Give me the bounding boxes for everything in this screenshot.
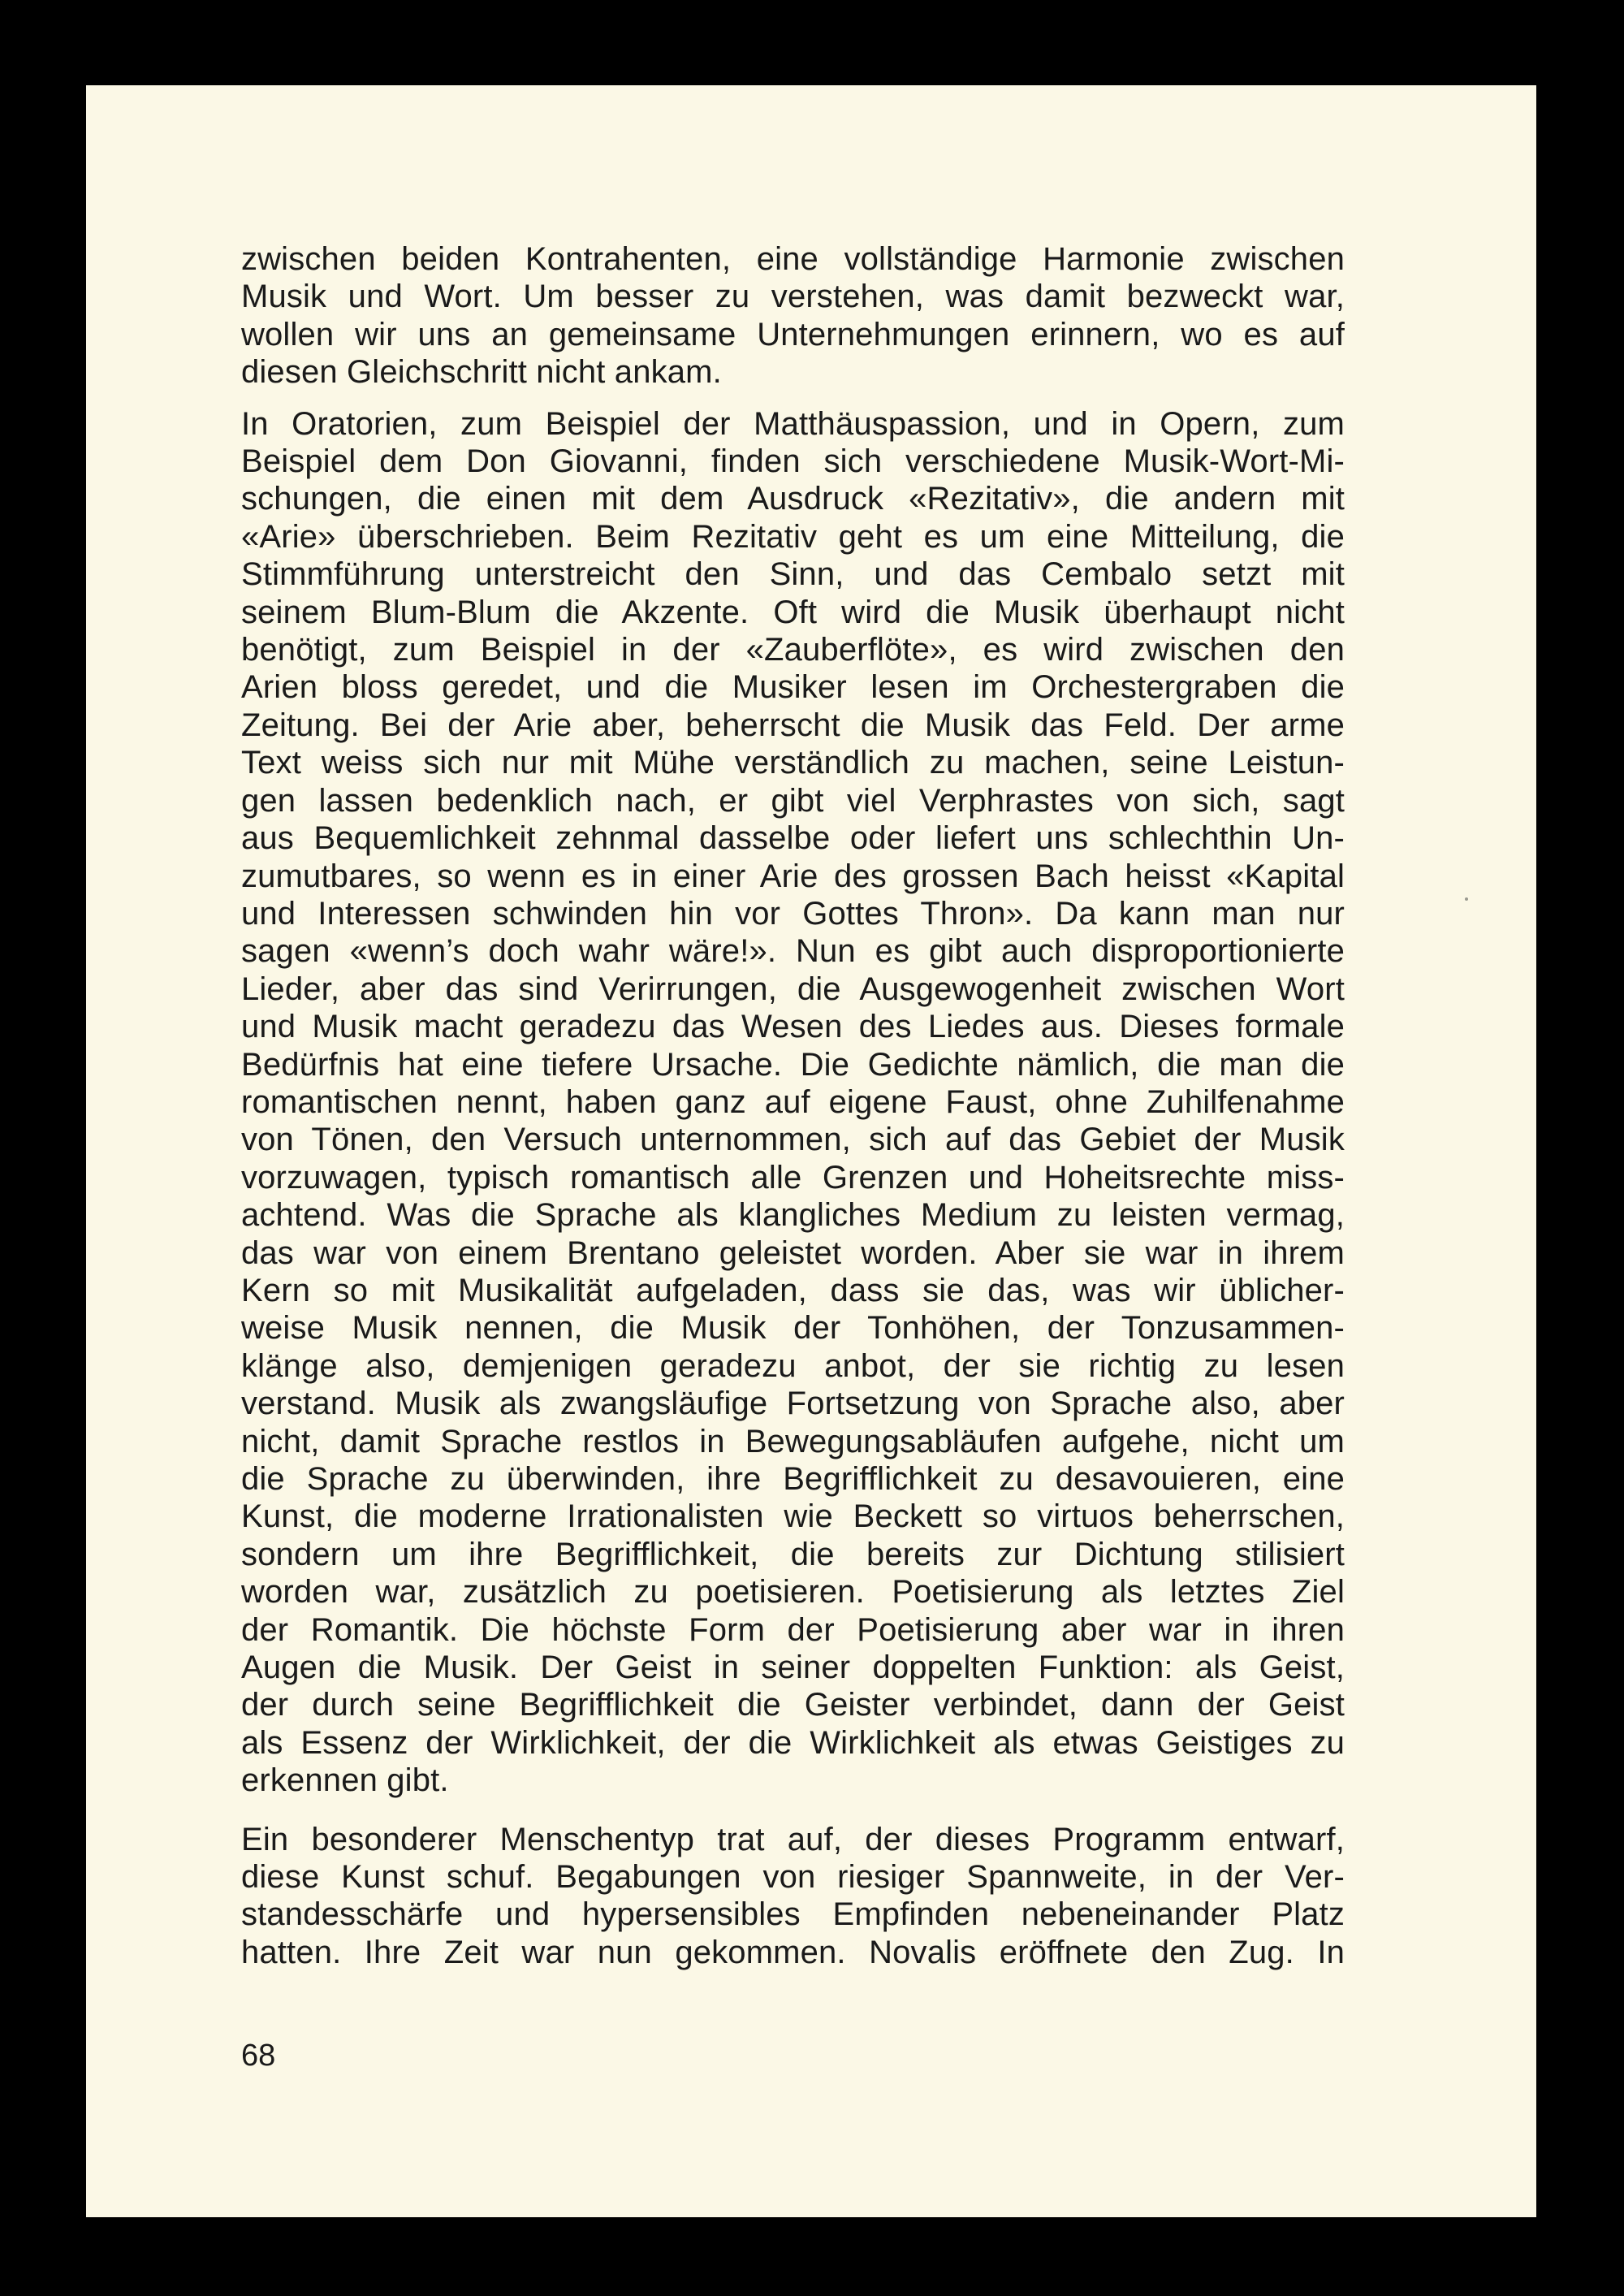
text-line: diese Kunst schuf. Begabungen von riesiger Spannweite, in der Ver-: [241, 1859, 1345, 1896]
text-line: Zeitung. Bei der Arie aber, beherrscht die Musik das Feld. Der arme: [241, 707, 1345, 743]
text-line: schungen, die einen mit dem Ausdruck «Rezitativ», die andern mit: [241, 481, 1345, 517]
paragraph-2: [241, 405, 1345, 1800]
text-line: zumutbares, so wenn es in einer Arie des grossen Bach heisst «Kapital: [241, 858, 1345, 894]
text-line: seinem Blum-Blum die Akzente. Oft wird die Musik überhaupt nicht: [241, 594, 1345, 630]
text-line: aus Bequemlichkeit zehnmal dasselbe oder liefert uns schlechthin Un-: [241, 820, 1345, 857]
paragraph-spacer: [241, 1800, 1345, 1821]
text-line: Augen die Musik. Der Geist in seiner doppelten Funktion: als Geist,: [241, 1650, 1345, 1686]
paragraph-1: [241, 240, 1345, 391]
book-page: [86, 85, 1536, 2217]
text-line: als Essenz der Wirklichkeit, der die Wirklichkeit als etwas Geistiges zu: [241, 1724, 1345, 1761]
text-line: vorzuwagen, typisch romantisch alle Grenzen und Hoheitsrechte miss-: [241, 1159, 1345, 1196]
text-line: zwischen beiden Kontrahenten, eine vollständige Harmonie zwischen: [241, 241, 1345, 277]
text-line: Kern so mit Musikalität aufgeladen, dass sie das, was wir üblicher-: [241, 1272, 1345, 1308]
text-line: sondern um ihre Begrifflichkeit, die bereits zur Dichtung stilisiert: [241, 1536, 1345, 1572]
text-line: von Tönen, den Versuch unternommen, sich auf das Gebiet der Musik: [241, 1122, 1345, 1158]
text-line: gen lassen bedenklich nach, er gibt viel Verphrastes von sich, sagt: [241, 782, 1345, 819]
paragraph-3: [241, 1821, 1345, 1972]
text-line: und Musik macht geradezu das Wesen des Liedes aus. Dieses formale: [241, 1009, 1345, 1045]
text-line: klänge also, demjenigen geradezu anbot, der sie richtig zu lesen: [241, 1347, 1345, 1384]
body-text: [241, 240, 1345, 1971]
text-line: Text weiss sich nur mit Mühe verständlich zu machen, seine Leistun-: [241, 745, 1345, 781]
text-line: romantischen nennt, haben ganz auf eigene Faust, ohne Zuhilfenahme: [241, 1083, 1345, 1120]
text-line: verstand. Musik als zwangsläufige Fortsetzung von Sprache also, aber: [241, 1386, 1345, 1422]
paragraph-spacer: [241, 391, 1345, 405]
text-line: sagen «wenn’s doch wahr wäre!». Nun es gibt auch disproportionierte: [241, 933, 1345, 970]
text-line: die Sprache zu überwinden, ihre Begrifflichkeit zu desavouieren, eine: [241, 1461, 1345, 1497]
text-line: Kunst, die moderne Irrationalisten wie Beckett so virtuos beherrschen,: [241, 1498, 1345, 1535]
text-line: und Interessen schwinden hin vor Gottes Thron». Da kann man nur: [241, 895, 1345, 932]
text-line: In Oratorien, zum Beispiel der Matthäuspassion, und in Opern, zum: [241, 405, 1345, 442]
text-line: nicht, damit Sprache restlos in Bewegungsabläufen aufgehe, nicht um: [241, 1423, 1345, 1459]
text-line: Ein besonderer Menschentyp trat auf, der dieses Programm entwarf,: [241, 1821, 1345, 1857]
text-line: achtend. Was die Sprache als klangliches Medium zu leisten vermag,: [241, 1197, 1345, 1234]
text-line: Beispiel dem Don Giovanni, finden sich verschiedene Musik-Wort-Mi-: [241, 443, 1345, 480]
text-line: worden war, zusätzlich zu poetisieren. Poetisierung als letztes Ziel: [241, 1574, 1345, 1611]
text-line: Stimmführung unterstreicht den Sinn, und das Cembalo setzt mit: [241, 556, 1345, 593]
text-line: Bedürfnis hat eine tiefere Ursache. Die Gedichte nämlich, die man die: [241, 1046, 1345, 1083]
text-line: der Romantik. Die höchste Form der Poetisierung aber war in ihren: [241, 1611, 1345, 1648]
text-line: Musik und Wort. Um besser zu verstehen, was damit bezweckt war,: [241, 279, 1345, 315]
text-line: «Arie» überschrieben. Beim Rezitativ geht es um eine Mitteilung, die: [241, 518, 1345, 555]
text-line: erkennen gibt.: [241, 1762, 449, 1799]
paper-speck: [1465, 897, 1468, 901]
text-line: weise Musik nennen, die Musik der Tonhöhen, der Tonzusammen-: [241, 1310, 1345, 1347]
text-line: Arien bloss geredet, und die Musiker lesen im Orchestergraben die: [241, 669, 1345, 706]
page-number: 68: [241, 2039, 276, 2073]
text-line: hatten. Ihre Zeit war nun gekommen. Novalis eröffnete den Zug. In: [241, 1934, 1345, 1970]
text-line: standesschärfe und hypersensibles Empfinden nebeneinander Platz: [241, 1896, 1345, 1933]
text-line: wollen wir uns an gemeinsame Unternehmungen erinnern, wo es auf: [241, 316, 1345, 352]
text-line: benötigt, zum Beispiel in der «Zauberflöte», es wird zwischen den: [241, 632, 1345, 668]
text-line: Lieder, aber das sind Verirrungen, die Ausgewogenheit zwischen Wort: [241, 971, 1345, 1007]
text-line: der durch seine Begrifflichkeit die Geister verbindet, dann der Geist: [241, 1687, 1345, 1723]
text-line: das war von einem Brentano geleistet worden. Aber sie war in ihrem: [241, 1234, 1345, 1271]
text-line: diesen Gleichschritt nicht ankam.: [241, 354, 722, 391]
